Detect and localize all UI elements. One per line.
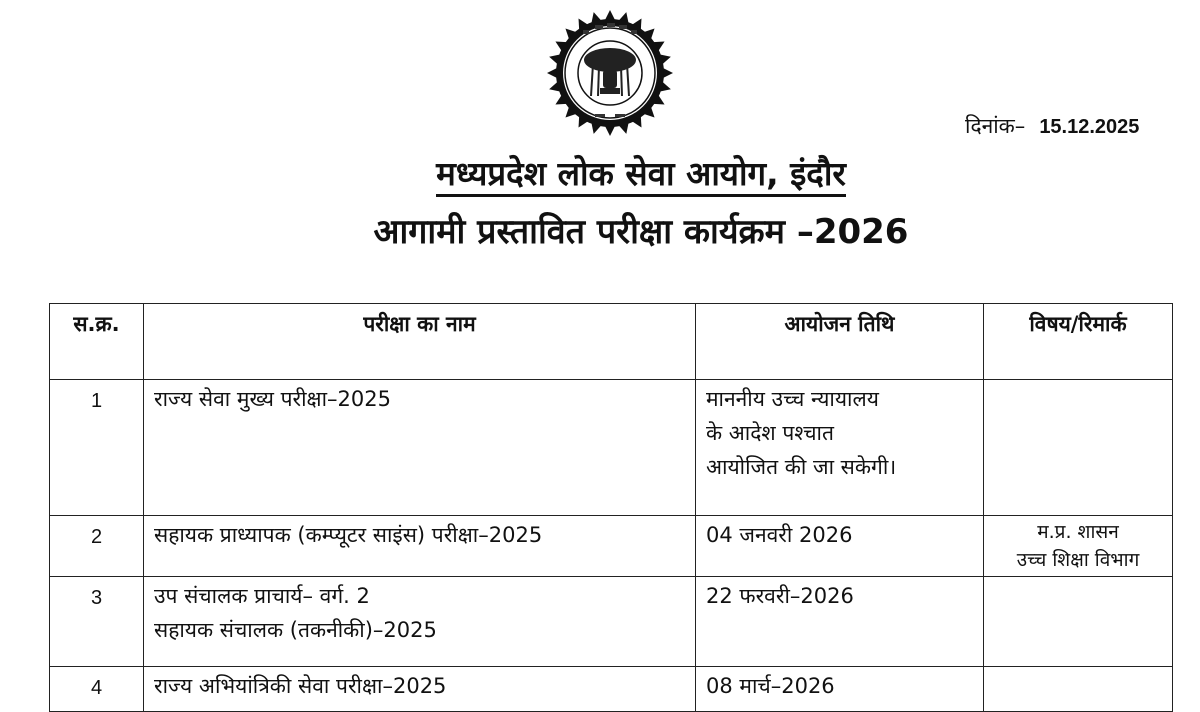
column-header-date: आयोजन तिथि — [696, 304, 984, 380]
cell-sno: 4 — [50, 667, 144, 712]
cell-sno: 1 — [50, 380, 144, 516]
cell-date: 08 मार्च–2026 — [696, 667, 984, 712]
organization-title: मध्यप्रदेश लोक सेवा आयोग, इंदौर — [0, 150, 1200, 195]
cell-date: माननीय उच्च न्यायालय के आदेश पश्चात आयोजित की जा सकेगी। — [696, 380, 984, 516]
column-header-exam-name: परीक्षा का नाम — [144, 304, 696, 380]
exam-schedule-table — [49, 303, 1173, 712]
table-header-row — [50, 304, 1173, 380]
table-row — [50, 516, 1173, 577]
mppsc-seal-emblem-icon — [545, 8, 675, 138]
cell-sno: 3 — [50, 577, 144, 667]
column-header-sno: स.क्र. — [50, 304, 144, 380]
cell-remark: म.प्र. शासन उच्च शिक्षा विभाग — [984, 516, 1173, 577]
document-date — [965, 112, 1139, 140]
table-row — [50, 577, 1173, 667]
cell-remark — [984, 380, 1173, 516]
table-row — [50, 667, 1173, 712]
table-row — [50, 380, 1173, 516]
column-header-remark: विषय/रिमार्क — [984, 304, 1173, 380]
cell-exam-name: राज्य अभियांत्रिकी सेवा परीक्षा–2025 — [144, 667, 696, 712]
date-label: दिनांक– — [965, 114, 1026, 138]
cell-exam-name: राज्य सेवा मुख्य परीक्षा–2025 — [144, 380, 696, 516]
cell-remark — [984, 667, 1173, 712]
cell-exam-name: सहायक प्राध्यापक (कम्प्यूटर साइंस) परीक्षा–2025 — [144, 516, 696, 577]
cell-date: 04 जनवरी 2026 — [696, 516, 984, 577]
document-subtitle: आगामी प्रस्तावित परीक्षा कार्यक्रम –2026 — [373, 212, 909, 252]
cell-exam-name: उप संचालक प्राचार्य– वर्ग. 2 सहायक संचालक (तकनीकी)–2025 — [144, 577, 696, 667]
date-value: 15.12.2025 — [1039, 116, 1140, 138]
cell-date: 22 फरवरी–2026 — [696, 577, 984, 667]
cell-sno: 2 — [50, 516, 144, 577]
cell-remark — [984, 577, 1173, 667]
